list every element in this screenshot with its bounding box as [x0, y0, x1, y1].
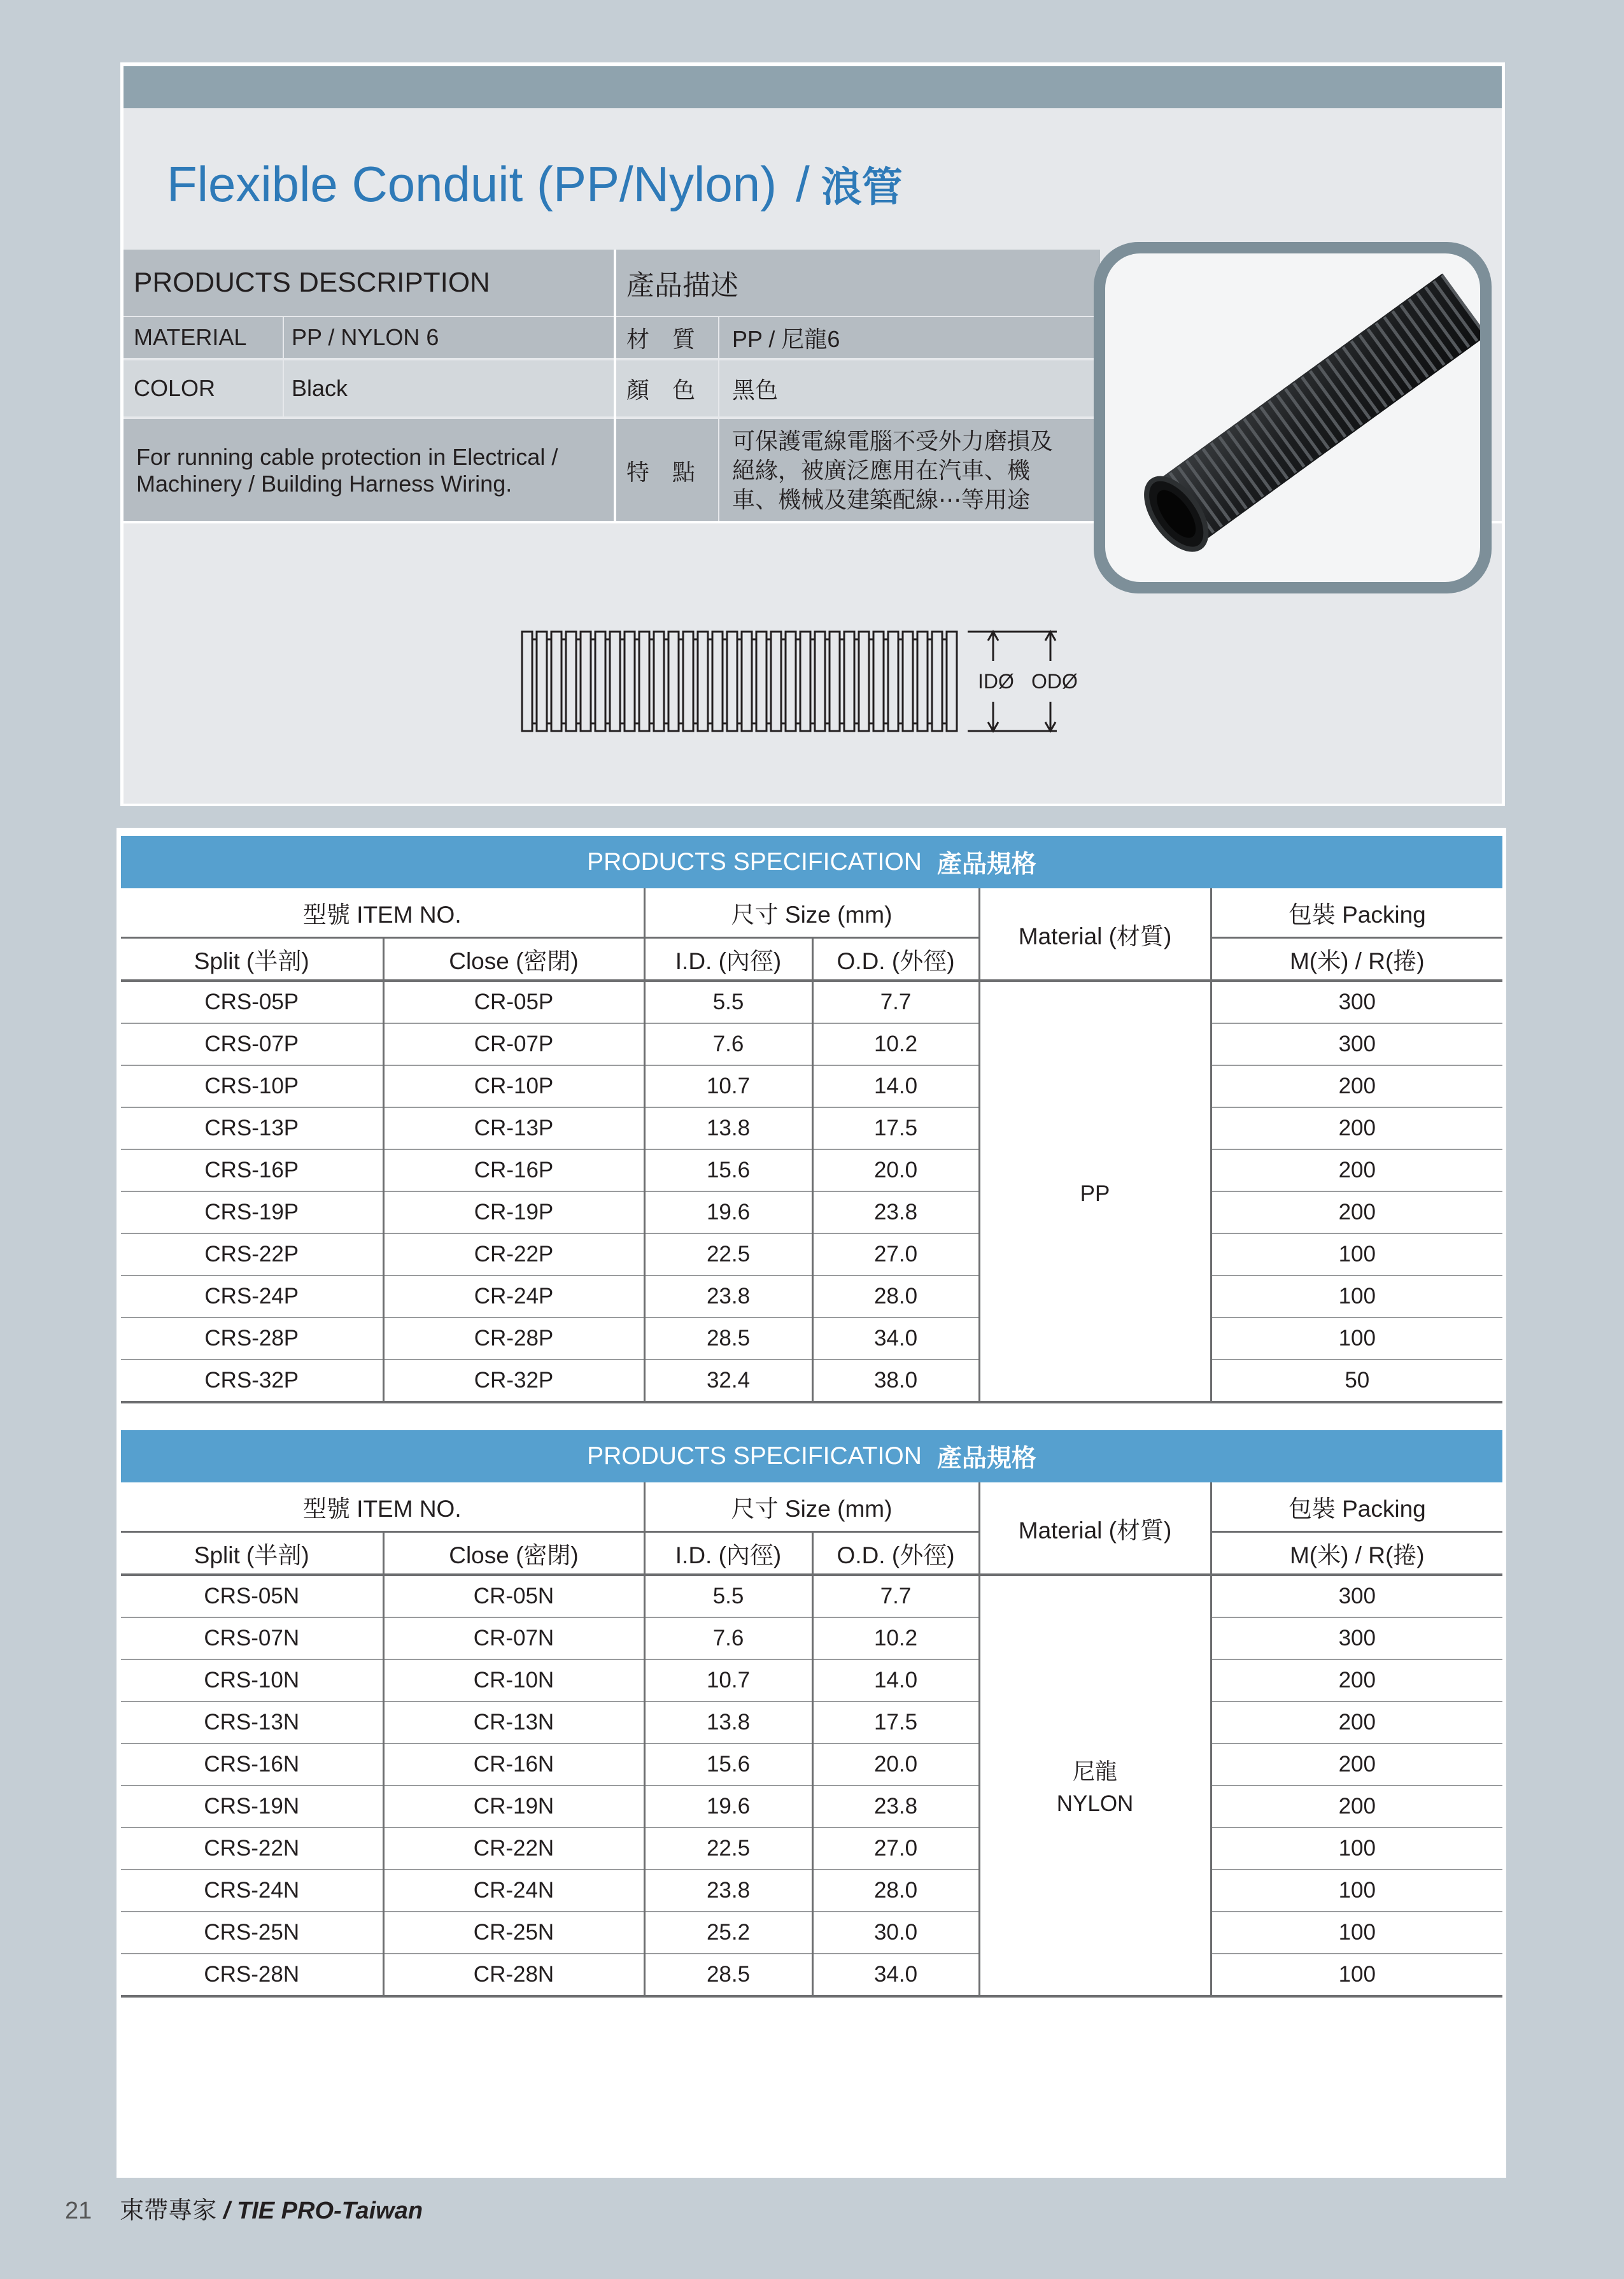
close-item-no: CR-19P: [383, 1191, 644, 1233]
packing-quantity: 300: [1211, 1023, 1502, 1065]
packing-quantity: 200: [1211, 1065, 1502, 1107]
split-item-no: CRS-13P: [121, 1107, 383, 1149]
conduit-rib: [522, 632, 532, 731]
description-header-en: PRODUCTS DESCRIPTION: [124, 250, 614, 316]
table-row: [121, 1786, 1502, 1828]
close-item-no: CR-10N: [383, 1659, 644, 1701]
split-item-no: CRS-22P: [121, 1233, 383, 1275]
conduit-photo-illustration: [1105, 253, 1480, 582]
table-row: [121, 1360, 1502, 1402]
packing-quantity: 100: [1211, 1317, 1502, 1360]
table-row: [121, 1659, 1502, 1701]
packing-quantity: 50: [1211, 1360, 1502, 1402]
brand-zh: 束帶專家: [120, 2197, 217, 2224]
close-item-no: CR-19N: [383, 1786, 644, 1828]
material-cell: [979, 1575, 1211, 1996]
outer-diameter: 14.0: [812, 1659, 979, 1701]
outer-diameter: 34.0: [812, 1954, 979, 1996]
table-row: [121, 1275, 1502, 1317]
outer-diameter: 28.0: [812, 1870, 979, 1912]
table-row: [121, 1107, 1502, 1149]
split-item-no: CRS-19N: [121, 1786, 383, 1828]
inner-diameter: 19.6: [644, 1786, 812, 1828]
table-row: [121, 1743, 1502, 1786]
title-zh: 浪管: [821, 164, 903, 211]
packing-quantity: 100: [1211, 1912, 1502, 1954]
conduit-rib: [625, 632, 635, 731]
outer-diameter: 7.7: [812, 1575, 979, 1617]
split-item-no: CRS-25N: [121, 1912, 383, 1954]
conduit-rib: [639, 632, 649, 731]
conduit-rib: [932, 632, 942, 731]
inner-diameter: 7.6: [644, 1023, 812, 1065]
packing-quantity: 200: [1211, 1743, 1502, 1786]
close-item-no: CR-32P: [383, 1360, 644, 1402]
packing-quantity: 200: [1211, 1659, 1502, 1701]
close-item-no: CR-10P: [383, 1065, 644, 1107]
title-en: Flexible Conduit (PP/Nylon): [167, 156, 777, 212]
split-item-no: CRS-28N: [121, 1954, 383, 1996]
conduit-rib: [566, 632, 576, 731]
split-header: Split (半剖): [121, 938, 383, 981]
color-label-en: COLOR: [124, 360, 283, 416]
conduit-rib: [873, 632, 884, 731]
conduit-rib: [610, 632, 620, 731]
od-label: ODØ: [1031, 670, 1078, 693]
product-photo: [1094, 242, 1492, 593]
conduit-rib: [917, 632, 928, 731]
inner-diameter: 10.7: [644, 1065, 812, 1107]
packing-quantity: 200: [1211, 1701, 1502, 1743]
brand-en: TIE PRO-Taiwan: [236, 2197, 423, 2224]
outer-diameter: 23.8: [812, 1786, 979, 1828]
usage-en: For running cable protection in Electrical / Machinery / Building Harness Wiring.: [124, 419, 614, 522]
split-item-no: CRS-19P: [121, 1191, 383, 1233]
outer-diameter: 34.0: [812, 1317, 979, 1360]
conduit-rib: [654, 632, 664, 731]
footer: [65, 2190, 423, 2226]
inner-diameter: 15.6: [644, 1149, 812, 1191]
conduit-rib: [815, 632, 825, 731]
od-header: O.D. (外徑): [812, 1532, 979, 1575]
brand-separator: /: [223, 2197, 230, 2224]
material-header: Material (材質): [979, 1482, 1211, 1575]
split-item-no: CRS-16P: [121, 1149, 383, 1191]
packing-quantity: 200: [1211, 1107, 1502, 1149]
conduit-rib: [727, 632, 737, 731]
packing-quantity: 200: [1211, 1786, 1502, 1828]
product-photo-inner: [1105, 253, 1480, 582]
divider: [614, 250, 616, 523]
top-bar: [124, 66, 1502, 108]
close-item-no: CR-25N: [383, 1912, 644, 1954]
outer-diameter: 27.0: [812, 1233, 979, 1275]
conduit-rib: [551, 632, 561, 731]
meter-roll-header: M(米) / R(捲): [1211, 938, 1502, 981]
close-item-no: CR-07N: [383, 1617, 644, 1659]
packing-quantity: 300: [1211, 981, 1502, 1023]
conduit-rib: [786, 632, 796, 731]
conduit-rib: [712, 632, 723, 731]
close-item-no: CR-16P: [383, 1149, 644, 1191]
close-item-no: CR-05N: [383, 1575, 644, 1617]
close-item-no: CR-13N: [383, 1701, 644, 1743]
packing-quantity: 100: [1211, 1233, 1502, 1275]
packing-header: 包裝 Packing: [1288, 1496, 1426, 1522]
conduit-rib: [771, 632, 781, 731]
id-label: IDØ: [978, 670, 1014, 693]
inner-diameter: 32.4: [644, 1360, 812, 1402]
inner-diameter: 19.6: [644, 1191, 812, 1233]
packing-quantity: 300: [1211, 1575, 1502, 1617]
inner-diameter: 5.5: [644, 981, 812, 1023]
table-row: [121, 981, 1502, 1023]
title-separator: /: [796, 156, 810, 212]
inner-diameter: 13.8: [644, 1701, 812, 1743]
table-row: [121, 1233, 1502, 1275]
conduit-rib: [595, 632, 605, 731]
close-item-no: CR-13P: [383, 1107, 644, 1149]
table-row: [121, 1954, 1502, 1996]
inner-diameter: 10.7: [644, 1659, 812, 1701]
split-item-no: CRS-32P: [121, 1360, 383, 1402]
outer-diameter: 17.5: [812, 1107, 979, 1149]
inner-diameter: 15.6: [644, 1743, 812, 1786]
material-en: PP: [1080, 1181, 1110, 1206]
inner-diameter: 22.5: [644, 1828, 812, 1870]
inner-diameter: 23.8: [644, 1275, 812, 1317]
spec-table-nylon: [121, 1482, 1502, 1998]
conduit-rib: [903, 632, 913, 731]
feature-value-zh: 可保護電線電腦不受外力磨損及絕緣，被廣泛應用在汽車、機車、機械及建築配線⋯等用途: [719, 419, 1100, 522]
material-header: Material (材質): [979, 888, 1211, 981]
table-row: [121, 1828, 1502, 1870]
close-item-no: CR-22P: [383, 1233, 644, 1275]
conduit-rib: [859, 632, 869, 731]
close-item-no: CR-24N: [383, 1870, 644, 1912]
conduit-rib: [683, 632, 693, 731]
spec-header-nylon: [121, 1430, 1502, 1482]
conduit-rib: [668, 632, 679, 731]
outer-diameter: 20.0: [812, 1743, 979, 1786]
conduit-ribs: [522, 632, 957, 731]
material-label-en: MATERIAL: [124, 317, 283, 358]
packing-quantity: 100: [1211, 1954, 1502, 1996]
id-header: I.D. (內徑): [644, 938, 812, 981]
conduit-rib: [742, 632, 752, 731]
table-row: [121, 1065, 1502, 1107]
close-header: Close (密閉): [383, 938, 644, 981]
close-item-no: CR-28P: [383, 1317, 644, 1360]
close-item-no: CR-16N: [383, 1743, 644, 1786]
packing-quantity: 300: [1211, 1617, 1502, 1659]
table-row: [121, 1701, 1502, 1743]
split-item-no: CRS-24N: [121, 1870, 383, 1912]
conduit-rib: [830, 632, 840, 731]
split-item-no: CRS-05P: [121, 981, 383, 1023]
conduit-rib: [947, 632, 957, 731]
inner-diameter: 7.6: [644, 1617, 812, 1659]
outer-diameter: 10.2: [812, 1617, 979, 1659]
split-item-no: CRS-05N: [121, 1575, 383, 1617]
packing-quantity: 200: [1211, 1191, 1502, 1233]
packing-quantity: 200: [1211, 1149, 1502, 1191]
spec-table-pp: [121, 888, 1502, 1403]
packing-quantity: 100: [1211, 1275, 1502, 1317]
conduit-rib: [888, 632, 898, 731]
outer-diameter: 10.2: [812, 1023, 979, 1065]
material-label-zh: 材 質: [616, 317, 718, 358]
split-item-no: CRS-10P: [121, 1065, 383, 1107]
spec-header-zh: 產品規格: [936, 851, 1036, 878]
inner-diameter: 13.8: [644, 1107, 812, 1149]
conduit-rib: [844, 632, 854, 731]
conduit-rib: [581, 632, 591, 731]
color-value-en: Black: [284, 360, 614, 416]
table-row: [121, 1317, 1502, 1360]
item-no-header: 型號 ITEM NO.: [121, 888, 644, 938]
close-item-no: CR-07P: [383, 1023, 644, 1065]
split-item-no: CRS-07P: [121, 1023, 383, 1065]
spec-header-pp: [121, 836, 1502, 888]
split-item-no: CRS-24P: [121, 1275, 383, 1317]
table-row: [121, 1023, 1502, 1065]
item-no-header: 型號 ITEM NO.: [121, 1482, 644, 1532]
inner-diameter: 22.5: [644, 1233, 812, 1275]
table-row: [121, 1870, 1502, 1912]
page-title: [167, 156, 903, 212]
table-row: [121, 1617, 1502, 1659]
spec-header-en: PRODUCTS SPECIFICATION: [587, 848, 922, 876]
material-value-en: PP / NYLON 6: [284, 317, 614, 358]
outer-diameter: 20.0: [812, 1149, 979, 1191]
spec-header-zh: 產品規格: [936, 1445, 1036, 1472]
conduit-rib: [756, 632, 766, 731]
inner-diameter: 23.8: [644, 1870, 812, 1912]
conduit-dimension-diagram: [509, 624, 1082, 739]
meter-roll-header: M(米) / R(捲): [1211, 1532, 1502, 1575]
packing-header: 包裝 Packing: [1288, 902, 1426, 928]
close-item-no: CR-24P: [383, 1275, 644, 1317]
close-item-no: CR-22N: [383, 1828, 644, 1870]
outer-diameter: 27.0: [812, 1828, 979, 1870]
outer-diameter: 23.8: [812, 1191, 979, 1233]
size-header: 尺寸 Size (mm): [644, 888, 979, 938]
material-value-zh: PP / 尼龍6: [719, 317, 1100, 358]
split-item-no: CRS-13N: [121, 1701, 383, 1743]
material-zh: 尼龍: [1073, 1759, 1118, 1784]
spec-header-en: PRODUCTS SPECIFICATION: [587, 1442, 922, 1470]
size-header: 尺寸 Size (mm): [644, 1482, 979, 1532]
color-label-zh: 顏 色: [616, 360, 718, 416]
table-row: [121, 1912, 1502, 1954]
inner-diameter: 28.5: [644, 1317, 812, 1360]
split-item-no: CRS-16N: [121, 1743, 383, 1786]
conduit-rib: [800, 632, 810, 731]
material-en: NYLON: [1056, 1791, 1134, 1816]
outer-diameter: 30.0: [812, 1912, 979, 1954]
description-header-zh: 產品描述: [616, 250, 1100, 316]
conduit-rib: [698, 632, 708, 731]
close-item-no: CR-28N: [383, 1954, 644, 1996]
packing-quantity: 100: [1211, 1870, 1502, 1912]
split-item-no: CRS-22N: [121, 1828, 383, 1870]
split-item-no: CRS-28P: [121, 1317, 383, 1360]
color-value-zh: 黑色: [719, 360, 1100, 416]
table-row: [121, 1191, 1502, 1233]
inner-diameter: 25.2: [644, 1912, 812, 1954]
table-row: [121, 1575, 1502, 1617]
id-header: I.D. (內徑): [644, 1532, 812, 1575]
outer-diameter: 7.7: [812, 981, 979, 1023]
conduit-rib: [537, 632, 547, 731]
outer-diameter: 17.5: [812, 1701, 979, 1743]
outer-diameter: 38.0: [812, 1360, 979, 1402]
close-header: Close (密閉): [383, 1532, 644, 1575]
outer-diameter: 14.0: [812, 1065, 979, 1107]
page-number: 21: [65, 2197, 92, 2224]
feature-label-zh: 特 點: [616, 419, 718, 522]
inner-diameter: 5.5: [644, 1575, 812, 1617]
od-header: O.D. (外徑): [812, 938, 979, 981]
outer-diameter: 28.0: [812, 1275, 979, 1317]
inner-diameter: 28.5: [644, 1954, 812, 1996]
split-item-no: CRS-07N: [121, 1617, 383, 1659]
table-row: [121, 1149, 1502, 1191]
material-cell: [979, 981, 1211, 1402]
split-item-no: CRS-10N: [121, 1659, 383, 1701]
packing-quantity: 100: [1211, 1828, 1502, 1870]
close-item-no: CR-05P: [383, 981, 644, 1023]
split-header: Split (半剖): [121, 1532, 383, 1575]
